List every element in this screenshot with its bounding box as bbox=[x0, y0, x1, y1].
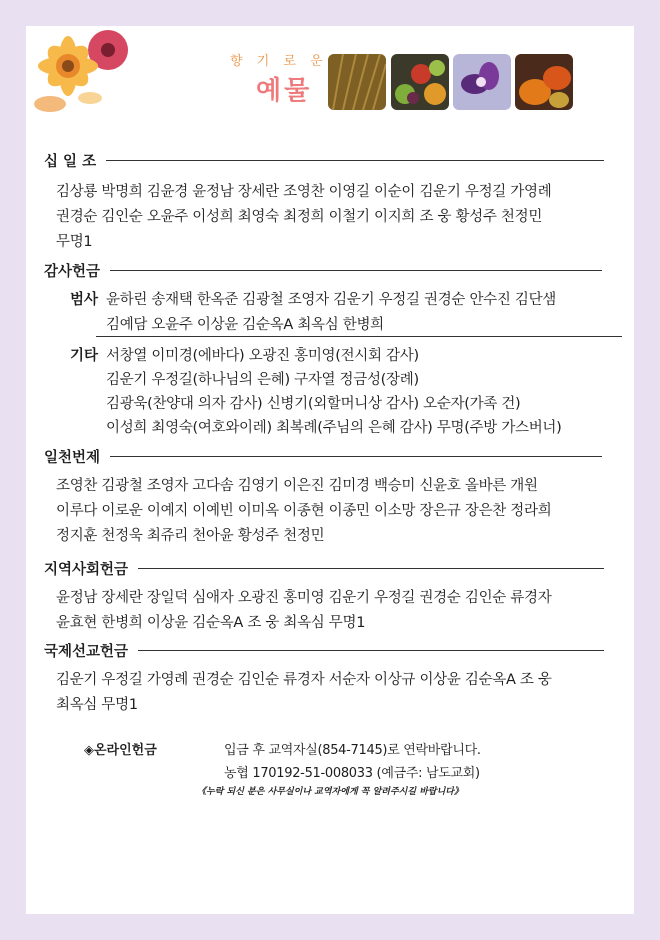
online-account-text: 농협 170192-51-008033 (예금주: 남도교회) bbox=[224, 766, 480, 781]
flower-decoration-icon bbox=[30, 26, 140, 122]
page-title: 예물 bbox=[256, 76, 313, 106]
notice-text: 《누락 되신 분은 사무실이나 교역자에게 꼭 알려주시길 바랍니다》 bbox=[197, 787, 463, 797]
first-offering-title: 일천번제 bbox=[44, 450, 101, 466]
thanks-general-line-2: 김예담 오윤주 이상윤 김순옥A 최옥심 한병희 bbox=[106, 317, 384, 333]
thanks-other-line-3: 김광욱(찬양대 의자 감사) 신병기(외할머니상 감사) 오순자(가족 건) bbox=[106, 396, 521, 412]
thanks-header bbox=[44, 260, 602, 281]
community-line-2: 윤효현 한병희 이상윤 김순옥A 조 웅 최옥심 무명1 bbox=[56, 615, 366, 631]
missions-line-1: 김운기 우정길 가영례 권경순 김인순 류경자 서순자 이상규 이상윤 김순옥A 조 웅 bbox=[56, 672, 552, 688]
orchid-photo-icon bbox=[453, 54, 511, 110]
fruit-photo-icon bbox=[391, 54, 449, 110]
tithe-line-2: 권경순 김인순 오윤주 이성희 최영숙 최정희 이철기 이지희 조 웅 황성주 천정민 bbox=[56, 209, 543, 225]
divider bbox=[138, 650, 604, 651]
first-offering-line-1: 조영찬 김광철 조영자 고다솜 김영기 이은진 김미경 백승미 신윤호 올바른 개원 bbox=[56, 478, 538, 494]
thanks-general-label: 범사 bbox=[70, 292, 99, 308]
wheat-photo-icon bbox=[328, 54, 386, 110]
divider bbox=[110, 270, 602, 271]
tithe-title: 십 일 조 bbox=[44, 154, 97, 170]
community-line-1: 윤정남 장세란 장일덕 심애자 오광진 홍미영 김운기 우정길 권경순 김인순 류경자 bbox=[56, 590, 552, 606]
thanks-general-line-1: 윤하린 송재택 한옥준 김광철 조영자 김운기 우정길 권경순 안수진 김단샘 bbox=[106, 292, 556, 308]
divider bbox=[96, 336, 622, 337]
thanks-other-label: 기타 bbox=[70, 348, 99, 364]
online-contact-text: 입금 후 교역자실(854-7145)로 연락바랍니다. bbox=[224, 743, 481, 758]
tithe-line-1: 김상룡 박명희 김윤경 윤정남 장세란 조영찬 이영길 이순이 김운기 우정길 가영례 bbox=[56, 184, 552, 200]
thanks-other-line-2: 김운기 우정길(하나님의 은혜) 구자열 정금성(장례) bbox=[106, 372, 419, 388]
online-offering-label: ◈온라인헌금 bbox=[84, 743, 157, 758]
divider bbox=[110, 456, 602, 457]
first-offering-header bbox=[44, 446, 602, 467]
tithe-header bbox=[44, 150, 604, 171]
first-offering-line-2: 이루다 이로운 이예지 이예빈 이미옥 이종현 이종민 이소망 장은규 장은찬 정라희 bbox=[56, 503, 552, 519]
missions-header bbox=[44, 640, 604, 661]
header-subtitle: 향 기 로 운 bbox=[230, 54, 328, 69]
divider bbox=[106, 160, 604, 161]
divider bbox=[138, 568, 604, 569]
bulletin-page bbox=[26, 26, 634, 914]
tithe-line-3: 무명1 bbox=[56, 234, 93, 250]
missions-title: 국제선교헌금 bbox=[44, 644, 129, 660]
community-header bbox=[44, 558, 604, 579]
first-offering-line-3: 정지훈 천정욱 최쥬리 천아윤 황성주 천정민 bbox=[56, 528, 325, 544]
missions-line-2: 최옥심 무명1 bbox=[56, 697, 138, 713]
pumpkin-photo-icon bbox=[515, 54, 573, 110]
thanks-other-line-1: 서창열 이미경(에바다) 오광진 홍미영(전시회 감사) bbox=[106, 348, 419, 364]
thanks-other-line-4: 이성희 최영숙(여호와이레) 최복례(주님의 은혜 감사) 무명(주방 가스버너) bbox=[106, 420, 562, 436]
community-title: 지역사회헌금 bbox=[44, 562, 129, 578]
thanks-title: 감사헌금 bbox=[44, 264, 101, 280]
